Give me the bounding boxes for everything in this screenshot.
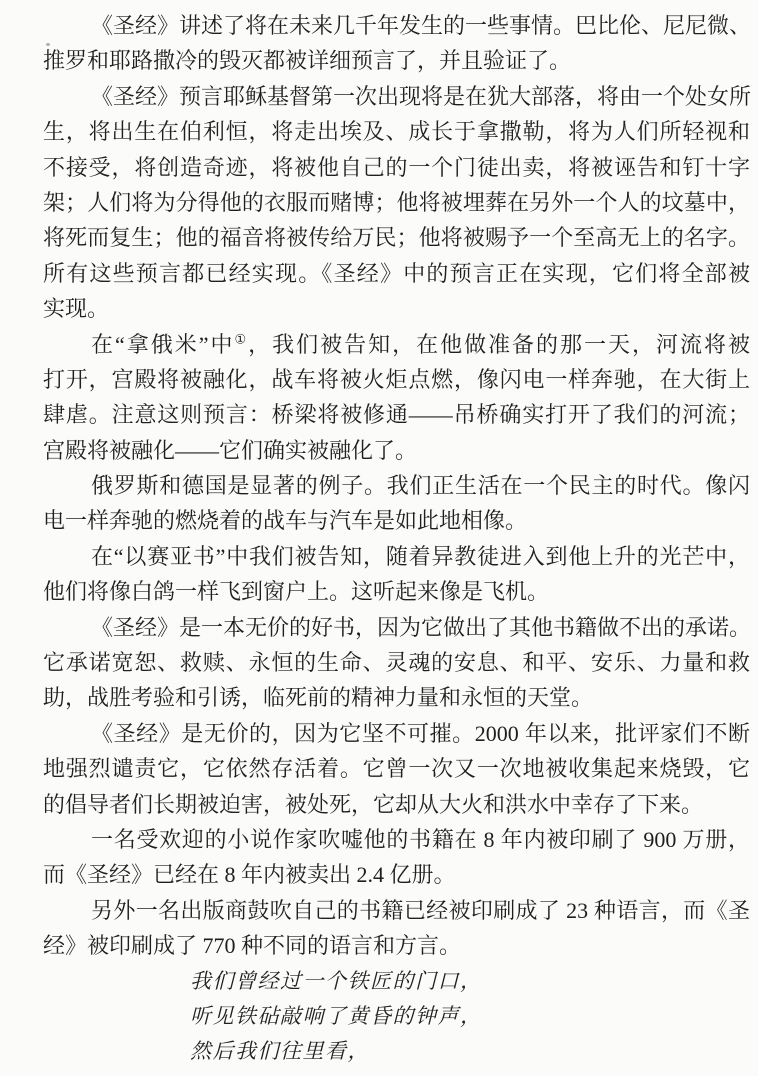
text-line: 实现。 — [43, 296, 110, 322]
poem-line: 我们曾经过一个铁匠的门口， — [190, 968, 483, 993]
text-line: 肆虐。注意这则预言：桥梁将被修通——吊桥确实打开了我们的河流； — [43, 402, 750, 428]
text-line: 将死而复生；他的福音将被传给万民；他将被赐予一个至高无上的名字。 — [43, 225, 750, 251]
poem-line: 然后我们往里看， — [190, 1039, 370, 1064]
text-line: 俄罗斯和德国是显著的例子。我们正生活在一个民主的时代。像闪 — [91, 473, 750, 499]
text-line: 在“以赛亚书”中我们被告知，随着异教徒进入到他上升的光芒中， — [91, 543, 750, 569]
text-line: 推罗和耶路撒冷的毁灭都被详细预言了，并且验证了。 — [43, 48, 572, 74]
text-block — [43, 8, 750, 1070]
text-line: 在“拿俄米”中①，我们被告知，在他做准备的那一天，河流将被 — [91, 331, 750, 357]
text-line: 另外一名出版商鼓吹自己的书籍已经被印刷成了 23 种语言，而《圣 — [91, 897, 750, 923]
text-line: 《圣经》是一本无价的好书，因为它做出了其他书籍做不出的承诺。 — [91, 614, 752, 640]
text-line: 它承诺宽恕、救赎、永恒的生命、灵魂的安息、和平、安乐、力量和救 — [43, 650, 750, 676]
text-line: 经》被印刷成了 770 种不同的语言和方言。 — [43, 933, 462, 959]
text-line: 打开，宫殿将被融化，战车将被火炬点燃，像闪电一样奔驰，在大街上 — [43, 366, 750, 392]
text-line: 宫殿将被融化——它们确实被融化了。 — [43, 437, 418, 463]
text-line: 所有这些预言都已经实现。《圣经》中的预言正在实现，它们将全部被 — [43, 260, 750, 286]
text-line: 不接受，将创造奇迹，将被他自己的一个门徒出卖，将被诬告和钉十字 — [43, 154, 750, 180]
text-line: 架；人们将为分得他的衣服而赌博；他将被埋葬在另外一个人的坟墓中， — [43, 189, 750, 215]
scan-artifact — [46, 43, 50, 46]
text-line: 地强烈谴责它，它依然存活着。它曾一次又一次地被收集起来烧毁，它 — [43, 756, 750, 782]
text-line: 《圣经》讲述了将在未来几千年发生的一些事情。巴比伦、尼尼微、 — [91, 13, 752, 38]
poem-line: 听见铁砧敲响了黄昏的钟声， — [190, 1003, 483, 1028]
text-line: 的倡导者们长期被迫害，被处死，它却从大火和洪水中幸存了下来。 — [43, 791, 704, 817]
text-line: 他们将像白鸽一样飞到窗户上。这听起来像是飞机。 — [43, 579, 550, 605]
text-line: 《圣经》预言耶稣基督第一次出现将是在犹大部落，将由一个处女所 — [91, 83, 752, 109]
text-line: 一名受欢迎的小说作家吹嘘他的书籍在 8 年内被印刷了 900 万册， — [91, 826, 750, 852]
text-line: 而《圣经》已经在 8 年内被卖出 2.4 亿册。 — [43, 862, 456, 888]
text-line: 《圣经》是无价的，因为它坚不可摧。2000 年以来，批评家们不断 — [91, 720, 750, 746]
text-line: 电一样奔驰的燃烧着的战车与汽车是如此地相像。 — [43, 508, 528, 534]
text-line: 生，将出生在伯利恒，将走出埃及、成长于拿撒勒，将为人们所轻视和 — [43, 119, 750, 145]
text-line: 助，战胜考验和引诱，临死前的精神力量和永恒的天堂。 — [43, 685, 594, 711]
footnote-marker: ① — [234, 331, 249, 347]
